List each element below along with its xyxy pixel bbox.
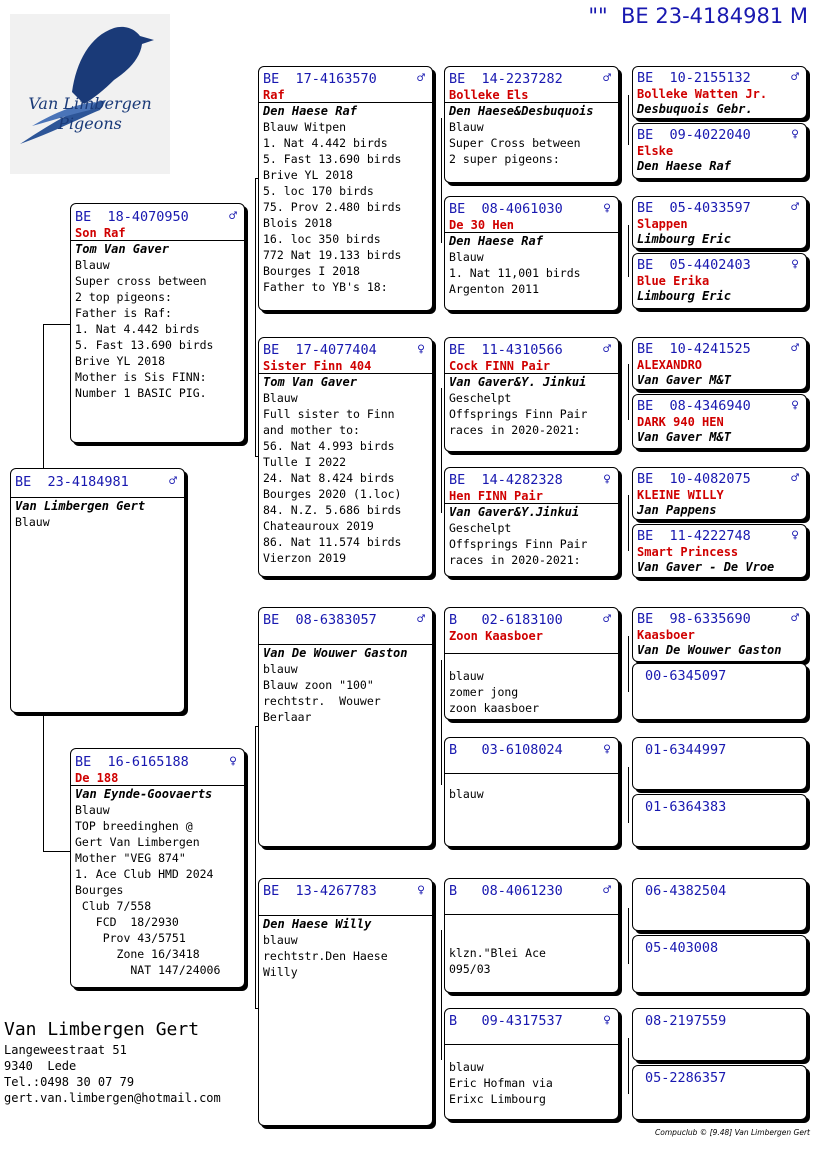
pigeon-name: Raf <box>263 88 285 102</box>
sdd-card[interactable] <box>444 467 619 577</box>
info-line: Blauw <box>449 250 484 264</box>
ring-number: BE 11-4222748 <box>637 528 751 544</box>
ring-number: B 08-4061230 <box>449 883 563 899</box>
male-icon: ♂ <box>791 70 799 85</box>
info-line: Blauw <box>15 515 50 529</box>
pigeon-name: KLEINE WILLY <box>637 488 724 502</box>
pedigree-header <box>588 4 808 28</box>
male-icon: ♂ <box>603 883 611 898</box>
ring-number: BE 10-4241525 <box>637 341 751 357</box>
ggp-card[interactable] <box>632 935 807 993</box>
female-icon: ♀ <box>417 342 425 357</box>
ring-number: BE 05-4033597 <box>637 200 751 216</box>
ring-number: BE 13-4267783 <box>263 883 377 899</box>
owner: Tom Van Gaver <box>71 240 244 257</box>
ring-number: 05-403008 <box>645 940 719 956</box>
address-line: 9340 Lede <box>4 1059 77 1073</box>
sire-sire-card[interactable] <box>258 66 433 311</box>
ring-number: 08-2197559 <box>645 1013 727 1029</box>
pigeon-name: Elske <box>637 144 674 158</box>
info-line: Prov 43/5751 <box>75 931 186 945</box>
info-line: 1. Ace Club HMD 2024 <box>75 867 214 881</box>
address-line: Langeweestraat 51 <box>4 1043 127 1057</box>
male-icon: ♂ <box>791 341 799 356</box>
ggp-card[interactable] <box>632 1008 807 1061</box>
info-line: 2 top pigeons: <box>75 290 172 304</box>
male-icon: ♂ <box>791 611 799 626</box>
ring-number: 05-2286357 <box>645 1070 727 1086</box>
info-line: rechtstr.Den Haese <box>263 949 388 963</box>
info-line: 24. Nat 8.424 birds <box>263 471 395 485</box>
owner: Van Gaver&Y.Jinkui <box>445 503 618 520</box>
owner: Limbourg Eric <box>637 289 731 303</box>
pigeon-name: Smart Princess <box>637 545 739 559</box>
subject-card[interactable] <box>10 468 185 713</box>
info-line: Erixc Limbourg <box>449 1092 546 1106</box>
male-icon: ♂ <box>791 471 799 486</box>
email-link[interactable]: gert.van.limbergen@hotmail.com <box>4 1091 221 1105</box>
software-credit: Compuclub © [9.48] Van Limbergen Gert <box>655 1128 810 1137</box>
ggp-card[interactable] <box>632 737 807 790</box>
ddd-card[interactable] <box>444 1008 619 1120</box>
info-line: Bourges <box>75 883 124 897</box>
info-line: 5. Fast 13.690 birds <box>263 152 402 166</box>
female-icon: ♀ <box>791 127 799 142</box>
info-line: TOP breedinghen @ <box>75 819 193 833</box>
pigeon-name: De 30 Hen <box>449 218 515 232</box>
info-line: races in 2020-2021: <box>449 553 581 567</box>
info-line: klzn."Blei Ace <box>449 946 546 960</box>
info-lines <box>71 257 244 401</box>
male-icon: ♂ <box>417 612 425 627</box>
info-line: Eric Hofman via <box>449 1076 553 1090</box>
pigeon-name: Sister Finn 404 <box>263 359 372 373</box>
dds-card[interactable] <box>444 878 619 993</box>
ring-number: BE 08-4346940 <box>637 398 751 414</box>
info-line: blauw <box>263 662 298 676</box>
info-line: Blauw <box>75 803 110 817</box>
info-line: Zone 16/3418 <box>75 947 200 961</box>
ring-number: BE 17-4077404 <box>263 342 377 358</box>
pigeon-name: Hen FINN Pair <box>449 489 543 503</box>
ggp-card[interactable] <box>632 878 807 931</box>
info-line: Blauw Witpen <box>263 120 347 134</box>
female-icon: ♀ <box>791 528 799 543</box>
info-line: Blauw <box>449 120 484 134</box>
info-line: zoon kaasboer <box>449 701 540 715</box>
ggp-card[interactable] <box>632 524 807 578</box>
ring-number: BE 17-4163570 <box>263 71 377 87</box>
info-line: Geschelpt <box>449 391 512 405</box>
owner: Den Haese Willy <box>259 915 432 932</box>
info-line: 1. Nat 11,001 birds <box>449 266 581 280</box>
info-line: blauw <box>449 669 484 683</box>
info-line: Berlaar <box>263 710 312 724</box>
info-line: Father is Raf: <box>75 306 172 320</box>
ring-number: BE 14-2237282 <box>449 71 563 87</box>
sds-card[interactable] <box>444 337 619 452</box>
info-line: Super Cross between <box>449 136 581 150</box>
info-line: 2 super pigeons: <box>449 152 560 166</box>
pigeon-name: Slappen <box>637 217 688 231</box>
logo <box>10 14 170 174</box>
info-line: Bourges 2020 (1.loc) <box>263 487 402 501</box>
male-icon: ♂ <box>169 474 177 489</box>
info-line: 1. Nat 4.442 birds <box>75 322 200 336</box>
female-icon: ♀ <box>603 472 611 487</box>
ssd-card[interactable] <box>444 196 619 311</box>
ring-number: BE 08-4061030 <box>449 201 563 217</box>
ring-number: BE 11-4310566 <box>449 342 563 358</box>
info-line: Father to YB's 18: <box>263 280 388 294</box>
owner: Tom Van Gaver <box>259 373 432 390</box>
owner: Van Eynde-Goovaerts <box>71 785 244 802</box>
info-line: Bourges I 2018 <box>263 264 360 278</box>
pigeon-name: ALEXANDRO <box>637 358 703 372</box>
info-line: Argenton 2011 <box>449 282 540 296</box>
owner: Van Gaver&Y. Jinkui <box>445 373 618 390</box>
pigeon-name: Bolleke Els <box>449 88 529 102</box>
info-line: blauw <box>263 933 298 947</box>
pigeon-name: De 188 <box>75 771 119 785</box>
info-line: 5. loc 170 birds <box>263 184 374 198</box>
info-line: Willy <box>263 965 298 979</box>
info-line: zomer jong <box>449 685 519 699</box>
info-line: Geschelpt <box>449 521 512 535</box>
info-line: rechtstr. Wouwer <box>263 694 381 708</box>
male-icon: ♂ <box>417 71 425 86</box>
info-line: 84. N.Z. 5.686 birds <box>263 503 402 517</box>
sss-card[interactable] <box>444 66 619 183</box>
sire-card[interactable] <box>70 203 245 443</box>
info-line: 56. Nat 4.993 birds <box>263 439 395 453</box>
info-line: Offsprings Finn Pair <box>449 407 588 421</box>
info-line: Blauw <box>263 391 298 405</box>
pigeon-name: Son Raf <box>75 226 126 240</box>
ring-number: BE 10-2155132 <box>637 70 751 86</box>
breeder-name: Van Limbergen Gert <box>4 1019 200 1040</box>
ggp-card[interactable] <box>632 794 807 847</box>
male-icon: ♂ <box>791 200 799 215</box>
ring-number: BE 14-4282328 <box>449 472 563 488</box>
ring-number: BE 16-6165188 <box>75 754 189 770</box>
ring-number: BE 23-4184981 <box>15 474 129 490</box>
dam-card[interactable] <box>70 748 245 988</box>
logo-line1: Van Limbergen <box>28 94 152 113</box>
info-line: Brive YL 2018 <box>263 168 354 182</box>
ggp-card[interactable] <box>632 196 807 249</box>
owner: Den Haese Raf <box>637 159 731 173</box>
ggp-card[interactable] <box>632 607 807 662</box>
ggp-card[interactable] <box>632 123 807 179</box>
info-line: Blauw zoon "100" <box>263 678 374 692</box>
dam-dam-card[interactable] <box>258 878 433 1126</box>
ring-number: BE 98-6335690 <box>637 611 751 627</box>
info-line: Brive YL 2018 <box>75 354 166 368</box>
info-line: Mother "VEG 874" <box>75 851 186 865</box>
info-line: 095/03 <box>449 962 491 976</box>
ring-number: BE 09-4022040 <box>637 127 751 143</box>
ggp-card[interactable] <box>632 1065 807 1120</box>
female-icon: ♀ <box>791 257 799 272</box>
owner: Desbuquois Gebr. <box>637 102 753 116</box>
ring-number: 01-6364383 <box>645 799 727 815</box>
ggp-card[interactable] <box>632 66 807 119</box>
male-icon: ♂ <box>603 342 611 357</box>
ring-number: BE 18-4070950 <box>75 209 189 225</box>
ggp-card[interactable] <box>632 337 807 390</box>
owner: Limbourg Eric <box>637 232 731 246</box>
owner: Den Haese&Desbuquois <box>445 102 618 119</box>
info-line: Gert Van Limbergen <box>75 835 200 849</box>
dsd-card[interactable] <box>444 737 619 847</box>
owner: Van Limbergen Gert <box>11 497 184 514</box>
female-icon: ♀ <box>603 1013 611 1028</box>
header-ring: BE 23-4184981 M <box>621 4 808 28</box>
info-line: 5. Fast 13.690 birds <box>75 338 214 352</box>
ggp-card[interactable] <box>632 663 807 720</box>
male-icon: ♂ <box>603 612 611 627</box>
ring-number: B 09-4317537 <box>449 1013 563 1029</box>
owner: Van Gaver M&T <box>637 373 731 387</box>
pigeon-name: Bolleke Watten Jr. <box>637 87 768 101</box>
female-icon: ♀ <box>791 398 799 413</box>
phone: Tel.:0498 30 07 79 <box>4 1075 135 1089</box>
owner: Van Gaver - De Vroe <box>637 560 775 574</box>
info-line: NAT 147/24006 <box>75 963 221 977</box>
owner: Van Gaver M&T <box>637 430 731 444</box>
female-icon: ♀ <box>229 754 237 769</box>
ggp-card[interactable] <box>632 467 807 520</box>
owner: Den Haese Raf <box>445 232 618 249</box>
owner: Van De Wouwer Gaston <box>259 644 432 661</box>
info-line: Blois 2018 <box>263 216 333 230</box>
dam-sire-card[interactable] <box>258 607 433 847</box>
info-line: blauw <box>449 787 484 801</box>
ring-number: B 02-6183100 <box>449 612 563 628</box>
logo-line2: Pigeons <box>58 114 122 133</box>
female-icon: ♀ <box>603 742 611 757</box>
info-line: and mother to: <box>263 423 360 437</box>
info-line: Chateauroux 2019 <box>263 519 374 533</box>
pigeon-name: Cock FINN Pair <box>449 359 551 373</box>
info-line: blauw <box>449 1060 484 1074</box>
ggp-card[interactable] <box>632 253 807 309</box>
pigeon-name: Kaasboer <box>637 628 695 642</box>
dss-card[interactable] <box>444 607 619 720</box>
sire-dam-card[interactable] <box>258 337 433 577</box>
ring-number: BE 10-4082075 <box>637 471 751 487</box>
header-prefix: "" <box>588 4 608 28</box>
ring-number: 01-6344997 <box>645 742 727 758</box>
breeder-address <box>4 1018 221 1106</box>
female-icon: ♀ <box>417 883 425 898</box>
ring-number: 00-6345097 <box>645 668 727 684</box>
ggp-card[interactable] <box>632 394 807 449</box>
info-line: Number 1 BASIC PIG. <box>75 386 207 400</box>
pigeon-name: DARK 940 HEN <box>637 415 724 429</box>
pigeon-name: Zoon Kaasboer <box>449 629 543 643</box>
info-line: Super cross between <box>75 274 207 288</box>
male-icon: ♂ <box>229 209 237 224</box>
info-line: Full sister to Finn <box>263 407 395 421</box>
owner: Van De Wouwer Gaston <box>637 643 782 657</box>
female-icon: ♀ <box>603 201 611 216</box>
owner: Jan Pappens <box>637 503 717 517</box>
info-line: Mother is Sis FINN: <box>75 370 207 384</box>
ring-number: B 03-6108024 <box>449 742 563 758</box>
male-icon: ♂ <box>603 71 611 86</box>
info-line: 16. loc 350 birds <box>263 232 381 246</box>
ring-number: BE 08-6383057 <box>263 612 377 628</box>
info-line: 1. Nat 4.442 birds <box>263 136 388 150</box>
info-line: Club 7/558 <box>75 899 152 913</box>
info-line: Tulle I 2022 <box>263 455 347 469</box>
pigeon-name: Blue Erika <box>637 274 710 288</box>
ring-number: 06-4382504 <box>645 883 727 899</box>
info-line: Vierzon 2019 <box>263 551 347 565</box>
owner: Den Haese Raf <box>259 102 432 119</box>
info-line: Offsprings Finn Pair <box>449 537 588 551</box>
info-line: 772 Nat 19.133 birds <box>263 248 402 262</box>
info-lines <box>71 802 244 978</box>
info-line: Blauw <box>75 258 110 272</box>
info-line: races in 2020-2021: <box>449 423 581 437</box>
info-line: 86. Nat 11.574 birds <box>263 535 402 549</box>
ring-number: BE 05-4402403 <box>637 257 751 273</box>
info-line: 75. Prov 2.480 birds <box>263 200 402 214</box>
info-line: FCD 18/2930 <box>75 915 179 929</box>
